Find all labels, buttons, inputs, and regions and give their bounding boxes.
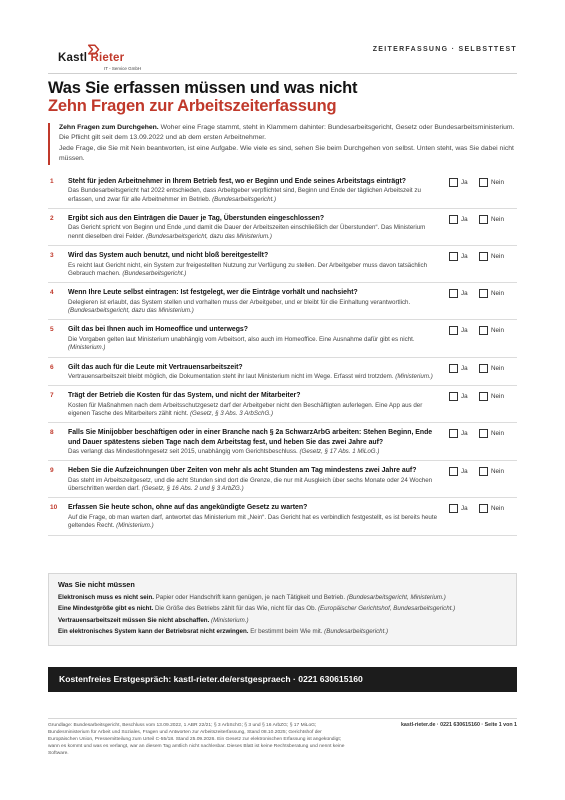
yes-label: Ja bbox=[461, 216, 468, 224]
not-required-item bbox=[58, 617, 507, 625]
yes-checkbox[interactable] bbox=[449, 504, 458, 513]
no-checkbox[interactable] bbox=[479, 504, 488, 513]
question-explanation bbox=[68, 448, 438, 456]
question-body bbox=[68, 288, 438, 315]
intro-paragraph-2: Jede Frage, die Sie mit Nein beantworten, ist eine Aufgabe. Wie viele es sind, sehen Sie beim Durchgehen von selbst. Unten steht, was Sie dabei nicht müssen. bbox=[59, 145, 514, 162]
question-number: 10 bbox=[50, 504, 58, 512]
no-checkbox[interactable] bbox=[479, 289, 488, 298]
question-body bbox=[68, 428, 438, 456]
not-required-item bbox=[58, 594, 507, 602]
cta-text[interactable]: Kostenfreies Erstgespräch: kastl-rieter.de/erstgespraech · 0221 630615160 bbox=[59, 674, 363, 684]
answer-options bbox=[449, 429, 517, 439]
not-required-item bbox=[58, 628, 507, 636]
page-title: Was Sie erfassen müssen und was nicht bbox=[48, 79, 358, 97]
question-row bbox=[48, 498, 517, 535]
no-label: Nein bbox=[491, 327, 504, 335]
footer-sources: Grundlage: Bundesarbeitsgericht, Beschluss vom 13.09.2022, 1 ABR 22/21; § 3 ArbSchG; § 3 und § 16 ArbZG; § 17 MiLoG; Bundesministerium für Arbeit und Soziales, Fragen und Antworten zur Arbeitszeiterfassung, Stand 08.10.2025; Gerichtshof der Europäischen Union, Pressemitteilung zum Urteil C-55/18. Stand 25.09.2026. Ein Gesetz zur elektronischen Erfassung ist angekündigt; wann es kommt und was es verlangt, war an diesem Tag amtlich nicht nachlesbar. Dieses Blatt ist keine Rechtsberatung und nennt keine Software. bbox=[48, 723, 345, 756]
question-text: Auf die Frage, ob man warten darf, antwortet das Ministerium mit „Nein“. Das Gericht hat es verbindlich festgestellt, es ist bereits heute geltendes Recht. bbox=[68, 513, 438, 530]
question-body bbox=[68, 391, 438, 418]
question-row bbox=[48, 283, 517, 320]
intro-paragraph-1 bbox=[59, 123, 517, 142]
question-text: Das Gericht spricht von Beginn und Ende „und damit die Dauer der Arbeitszeiten einschließlich der Überstunden“. Das Ministerium nennt dieselben drei Felder. bbox=[68, 224, 426, 240]
question-explanation bbox=[68, 514, 438, 531]
question-number: 2 bbox=[50, 215, 54, 223]
question-explanation bbox=[68, 299, 438, 316]
logo-subtitle: IT - Service GmbH bbox=[104, 66, 142, 71]
no-checkbox[interactable] bbox=[479, 429, 488, 438]
question-title: Falls Sie Minijobber beschäftigen oder in einer Branche nach § 2a SchwarzArbG arbeiten: Stehen Beginn, Ende und Dauer spätestens sieben Tage nach dem Arbeitstag fest, und heben Sie das zwei Jahre auf? bbox=[68, 429, 433, 446]
question-body bbox=[68, 503, 438, 530]
answer-options bbox=[449, 178, 517, 188]
no-checkbox[interactable] bbox=[479, 326, 488, 335]
question-number: 5 bbox=[50, 326, 54, 334]
yes-checkbox[interactable] bbox=[449, 215, 458, 224]
yes-checkbox[interactable] bbox=[449, 392, 458, 401]
question-source: (Ministerium.) bbox=[68, 344, 106, 352]
not-required-heading: Was Sie nicht müssen bbox=[58, 580, 135, 589]
answer-options bbox=[449, 364, 517, 374]
yes-checkbox[interactable] bbox=[449, 364, 458, 373]
question-source: (Bundesarbeitsgericht, dazu das Ministerium.) bbox=[146, 232, 272, 240]
question-row bbox=[48, 386, 517, 423]
no-label: Nein bbox=[491, 253, 504, 261]
not-required-source: (Europäischer Gerichtshof, Bundesarbeitsgericht.) bbox=[317, 605, 456, 613]
question-title: Gilt das bei Ihnen auch im Homeoffice und unterwegs? bbox=[68, 326, 248, 334]
intro-text-1: Woher eine Frage stammt, steht in Klammern dahinter: Bundesarbeitsgericht, Gesetz oder Bundesarbeitsministerium. Die Pflicht gilt seit dem 13.09.2022 und ab dem ersten Arbeitnehmer. bbox=[59, 124, 515, 141]
question-number: 4 bbox=[50, 289, 54, 297]
no-label: Nein bbox=[491, 290, 504, 298]
question-explanation bbox=[68, 336, 438, 353]
not-required-box bbox=[48, 573, 517, 646]
no-label: Nein bbox=[491, 505, 504, 513]
question-number: 3 bbox=[50, 252, 54, 260]
question-number: 7 bbox=[50, 392, 54, 400]
no-label: Nein bbox=[491, 393, 504, 401]
header-divider bbox=[48, 73, 517, 74]
no-checkbox[interactable] bbox=[479, 215, 488, 224]
not-required-list bbox=[58, 594, 507, 637]
question-explanation bbox=[68, 224, 438, 241]
yes-checkbox[interactable] bbox=[449, 429, 458, 438]
yes-checkbox[interactable] bbox=[449, 178, 458, 187]
question-number: 6 bbox=[50, 363, 54, 371]
yes-checkbox[interactable] bbox=[449, 467, 458, 476]
not-required-item bbox=[58, 605, 507, 613]
yes-label: Ja bbox=[461, 327, 468, 335]
yes-checkbox[interactable] bbox=[449, 252, 458, 261]
question-number: 8 bbox=[50, 429, 54, 437]
no-label: Nein bbox=[491, 430, 504, 438]
question-body bbox=[68, 251, 438, 278]
cta-banner[interactable] bbox=[48, 667, 517, 692]
question-explanation bbox=[68, 477, 438, 494]
question-number: 1 bbox=[50, 178, 54, 185]
logo-wordmark bbox=[58, 52, 124, 64]
logo-rieter: Rieter bbox=[90, 52, 125, 64]
question-row bbox=[48, 423, 517, 461]
no-checkbox[interactable] bbox=[479, 392, 488, 401]
question-text: Es reicht laut Gericht nicht, ein System zur freigestellten Nutzung zur Verfügung zu stellen. Der Arbeitgeber muss davon tatsächlich Gebrauch machen. bbox=[68, 261, 428, 277]
not-required-text: Papier oder Handschrift kann genügen, je nach Tätigkeit und Betrieb. bbox=[153, 594, 347, 601]
not-required-lead: Elektronisch muss es nicht sein. bbox=[58, 594, 154, 601]
no-checkbox[interactable] bbox=[479, 364, 488, 373]
question-body bbox=[68, 214, 438, 241]
question-text: Das verlangt das Mindestlohngesetz seit 2015, unabhängig vom Gerichtsbeschluss. bbox=[68, 447, 300, 455]
document-category: ZEITERFASSUNG · SELBSTTEST bbox=[372, 46, 517, 53]
page-subtitle: Zehn Fragen zur Arbeitszeiterfassung bbox=[48, 97, 337, 115]
answer-options bbox=[449, 289, 517, 299]
answer-options bbox=[449, 392, 517, 402]
question-title: Erfassen Sie heute schon, ohne auf das angekündigte Gesetz zu warten? bbox=[68, 504, 308, 512]
question-row bbox=[48, 209, 517, 246]
question-title: Trägt der Betrieb die Kosten für das System, und nicht der Mitarbeiter? bbox=[68, 392, 301, 400]
question-body bbox=[68, 177, 438, 204]
question-row bbox=[48, 358, 517, 387]
not-required-source: (Bundesarbeitsgericht.) bbox=[324, 628, 389, 636]
not-required-lead: Eine Mindestgröße gibt es nicht. bbox=[58, 605, 154, 613]
question-source: (Ministerium.) bbox=[395, 372, 433, 380]
yes-label: Ja bbox=[461, 253, 468, 261]
yes-label: Ja bbox=[461, 468, 468, 476]
not-required-text: Die Größe des Betriebs zählt für das Wie, nicht für das Ob. bbox=[153, 605, 318, 613]
question-source: (Ministerium.) bbox=[116, 522, 154, 530]
question-text: Kosten für Maßnahmen nach dem Arbeitsschutzgesetz darf der Arbeitgeber nicht den Beschäftigten auferlegen. Eine App aus der eigenen Tasche des Mitarbeiters zählt nicht. bbox=[68, 401, 423, 417]
not-required-source: (Bundesarbeitsgericht, Ministerium.) bbox=[346, 594, 446, 601]
question-title: Steht für jeden Arbeitnehmer in Ihrem Betrieb fest, wo er Beginn und Ende seines Arbeitstags einträgt? bbox=[68, 178, 406, 185]
question-title: Gilt das auch für die Leute mit Vertrauensarbeitszeit? bbox=[68, 363, 243, 371]
yes-label: Ja bbox=[461, 430, 468, 438]
question-body bbox=[68, 325, 438, 352]
question-row bbox=[48, 461, 517, 498]
answer-options bbox=[449, 215, 517, 225]
no-label: Nein bbox=[491, 179, 504, 186]
question-source: (Bundesarbeitsgericht.) bbox=[212, 195, 277, 203]
no-checkbox[interactable] bbox=[479, 252, 488, 261]
question-explanation bbox=[68, 187, 438, 204]
question-title: Ergibt sich aus den Einträgen die Dauer je Tag, Überstunden eingeschlossen? bbox=[68, 215, 325, 223]
question-source: (Bundesarbeitsgericht, dazu das Ministerium.) bbox=[68, 307, 194, 315]
question-row bbox=[48, 172, 517, 209]
question-body bbox=[68, 466, 438, 493]
not-required-lead: Ein elektronisches System kann der Betriebsrat nicht erzwingen. bbox=[58, 628, 249, 636]
answer-options bbox=[449, 252, 517, 262]
question-title: Wird das System auch benutzt, und nicht bloß bereitgestellt? bbox=[68, 252, 269, 260]
logo-kastl: Kastl bbox=[58, 52, 88, 64]
question-source: (Gesetz, § 3 Abs. 3 ArbSchG.) bbox=[189, 409, 274, 417]
question-explanation bbox=[68, 262, 438, 279]
question-title: Wenn Ihre Leute selbst eintragen: Ist festgelegt, wer die Einträge vorhält und nachsieht? bbox=[68, 289, 358, 297]
yes-checkbox[interactable] bbox=[449, 326, 458, 335]
not-required-source: (Ministerium.) bbox=[211, 616, 249, 624]
answer-options bbox=[449, 467, 517, 477]
question-title: Heben Sie die Aufzeichnungen über Zeiten von mehr als acht Stunden am Tag mindestens zwei Jahre auf? bbox=[68, 467, 417, 475]
answer-options bbox=[449, 326, 517, 336]
not-required-lead: Vertrauensarbeitszeit müssen Sie nicht abschaffen. bbox=[58, 616, 210, 624]
company-logo[interactable] bbox=[58, 46, 198, 76]
question-list bbox=[48, 172, 517, 536]
no-label: Nein bbox=[491, 468, 504, 476]
question-explanation bbox=[68, 402, 438, 419]
intro-lead: Zehn Fragen zum Durchgehen. bbox=[59, 124, 159, 131]
question-source: (Gesetz, § 16 Abs. 2 und § 3 ArbZG.) bbox=[141, 485, 244, 493]
yes-label: Ja bbox=[461, 393, 468, 401]
question-body bbox=[68, 363, 438, 382]
yes-checkbox[interactable] bbox=[449, 289, 458, 298]
question-text: Die Vorgaben gelten laut Ministerium unabhängig vom Arbeitsort, also auch im Homeoffice. Eine Ausnahme dafür gibt es nicht. bbox=[68, 335, 415, 343]
no-label: Nein bbox=[491, 364, 504, 372]
no-label: Nein bbox=[491, 216, 504, 224]
yes-label: Ja bbox=[461, 290, 468, 298]
yes-label: Ja bbox=[461, 179, 468, 186]
yes-label: Ja bbox=[461, 364, 468, 372]
footer-contact: kastl-rieter.de · 0221 630615160 · Seite 1 von 1 bbox=[400, 722, 517, 728]
question-text: Das steht im Arbeitszeitgesetz, und die acht Stunden sind dort die Grenze, die nur mit Ausgleich über sechs Monate oder 24 Wochen überschritten werden darf. bbox=[68, 476, 433, 493]
question-text: Das Bundesarbeitsgericht hat 2022 entschieden, dass Arbeitgeber verpflichtet sind, Beginn und Ende der täglichen Arbeitszeit zu erfassen, und zwar für alle Arbeitnehmer im Betrieb. bbox=[68, 187, 421, 203]
intro-block bbox=[48, 123, 517, 165]
question-row bbox=[48, 246, 517, 283]
question-source: (Gesetz, § 17 Abs. 1 MiLoG.) bbox=[299, 447, 380, 455]
question-text: Delegieren ist erlaubt, das System stellen und vorhalten muss der Arbeitgeber, und er bleibt für die Einhaltung verantwortlich. bbox=[68, 298, 411, 306]
no-checkbox[interactable] bbox=[479, 178, 488, 187]
footer-divider bbox=[48, 718, 517, 719]
yes-label: Ja bbox=[461, 505, 468, 513]
question-explanation bbox=[68, 373, 438, 381]
question-source: (Bundesarbeitsgericht.) bbox=[122, 269, 187, 277]
not-required-text: Er bestimmt beim Wie mit. bbox=[248, 628, 325, 636]
no-checkbox[interactable] bbox=[479, 467, 488, 476]
question-text: Vertrauensarbeitszeit bleibt möglich, die Dokumentation steht ihr laut Ministerium nicht im Wege. Erfasst wird trotzdem. bbox=[68, 372, 396, 380]
question-number: 9 bbox=[50, 467, 54, 475]
question-row bbox=[48, 320, 517, 357]
answer-options bbox=[449, 504, 517, 514]
